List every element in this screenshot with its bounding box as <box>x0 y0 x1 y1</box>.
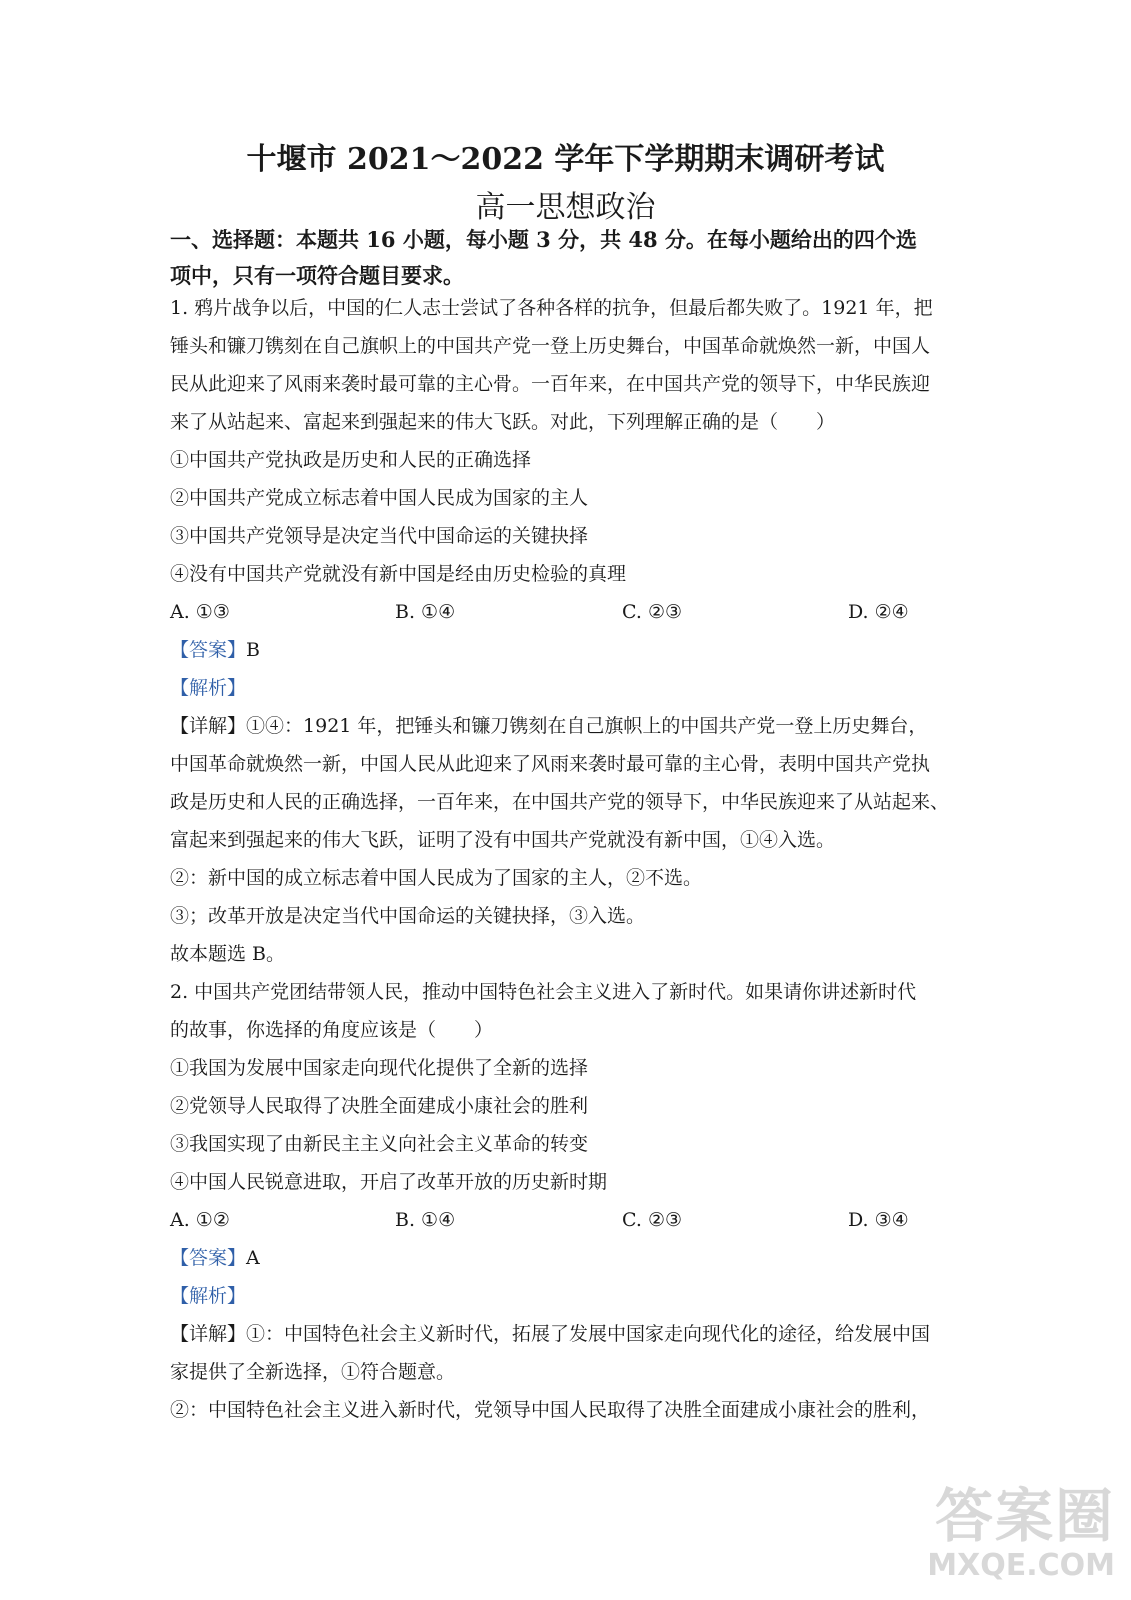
q1-detail-line: 富起来到强起来的伟大飞跃，证明了没有中国共产党就没有新中国，①④入选。 <box>170 829 836 851</box>
q1-option-a: A. ①③ <box>170 601 230 623</box>
detail-text: ①：中国特色社会主义新时代，拓展了发展中国家走向现代化的途径，给发展中国 <box>246 1323 931 1345</box>
answer-value: A <box>246 1247 260 1269</box>
q1-detail-line: 政是历史和人民的正确选择，一百年来，在中国共产党的领导下，中华民族迎来了从站起来、 <box>170 791 950 813</box>
q2-option-d: D. ③④ <box>848 1209 909 1231</box>
q1-detail-line: ②：新中国的成立标志着中国人民成为了国家的主人，②不选。 <box>170 867 703 889</box>
q2-detail-line <box>170 1322 930 1346</box>
q2-item: ①我国为发展中国家走向现代化提供了全新的选择 <box>170 1057 589 1079</box>
detail-tag: 【详解】 <box>170 1323 247 1345</box>
subject-title: 高一思想政治 <box>475 190 656 225</box>
q2-detail-line: 家提供了全新选择，①符合题意。 <box>170 1361 456 1383</box>
q1-stem-line: 锤头和镰刀镌刻在自己旗帜上的中国共产党一登上历史舞台，中国革命就焕然一新，中国人 <box>170 335 931 357</box>
q1-stem-line: 来了从站起来、富起来到强起来的伟大飞跃。对此，下列理解正确的是（ ） <box>170 411 836 433</box>
q2-answer <box>170 1246 260 1270</box>
section-heading-line-2: 项中，只有一项符合题目要求。 <box>170 263 464 288</box>
detail-text: ①④：1921 年，把锤头和镰刀镌刻在自己旗帜上的中国共产党一登上历史舞台， <box>246 715 928 737</box>
watermark-main-text: 答案圈 <box>934 1482 1115 1550</box>
q1-detail-line: 中国革命就焕然一新，中国人民从此迎来了风雨来袭时最可靠的主心骨，表明中国共产党执 <box>170 753 931 775</box>
q1-option-c: C. ②③ <box>622 601 683 623</box>
q2-stem-line: 2. 中国共产党团结带领人民，推动中国特色社会主义进入了新时代。如果请你讲述新时代 <box>170 981 917 1003</box>
q2-stem-line: 的故事，你选择的角度应该是（ ） <box>170 1019 494 1041</box>
q1-stem-line: 民从此迎来了风雨来袭时最可靠的主心骨。一百年来，在中国共产党的领导下，中华民族迎 <box>170 373 931 395</box>
q2-option-a: A. ①② <box>170 1209 230 1231</box>
watermark-url: MXQE.COM <box>927 1548 1115 1583</box>
q2-option-c: C. ②③ <box>622 1209 683 1231</box>
answer-value: B <box>246 639 260 661</box>
section-heading-line-1: 一、选择题：本题共 16 小题，每小题 3 分，共 48 分。在每小题给出的四个选 <box>170 227 917 252</box>
q2-item: ④中国人民锐意进取，开启了改革开放的历史新时期 <box>170 1171 608 1193</box>
q1-option-b: B. ①④ <box>395 601 456 623</box>
exam-title: 十堰市 2021～2022 学年下学期期末调研考试 <box>246 142 885 177</box>
q2-option-b: B. ①④ <box>395 1209 456 1231</box>
q1-conclusion: 故本题选 B。 <box>170 943 286 965</box>
q2-item: ②党领导人民取得了决胜全面建成小康社会的胜利 <box>170 1095 589 1117</box>
answer-tag: 【答案】 <box>170 1247 247 1269</box>
q2-analysis-tag: 【解析】 <box>170 1285 247 1307</box>
q1-item: ④没有中国共产党就没有新中国是经由历史检验的真理 <box>170 563 627 585</box>
q1-item: ③中国共产党领导是决定当代中国命运的关键抉择 <box>170 525 589 547</box>
q1-stem-line: 1. 鸦片战争以后，中国的仁人志士尝试了各种各样的抗争，但最后都失败了。1921 年，把 <box>170 297 933 319</box>
q2-detail-line: ②：中国特色社会主义进入新时代，党领导中国人民取得了决胜全面建成小康社会的胜利， <box>170 1399 931 1421</box>
q1-option-d: D. ②④ <box>848 601 909 623</box>
watermark-logo <box>925 1482 1115 1592</box>
q2-item: ③我国实现了由新民主主义向社会主义革命的转变 <box>170 1133 589 1155</box>
q1-detail-line: ③；改革开放是决定当代中国命运的关键抉择，③入选。 <box>170 905 646 927</box>
answer-tag: 【答案】 <box>170 639 247 661</box>
q1-item: ①中国共产党执政是历史和人民的正确选择 <box>170 449 532 471</box>
q1-analysis-tag: 【解析】 <box>170 677 247 699</box>
detail-tag: 【详解】 <box>170 715 247 737</box>
q1-item: ②中国共产党成立标志着中国人民成为国家的主人 <box>170 487 589 509</box>
q1-answer <box>170 638 260 662</box>
q1-detail-line <box>170 714 927 738</box>
